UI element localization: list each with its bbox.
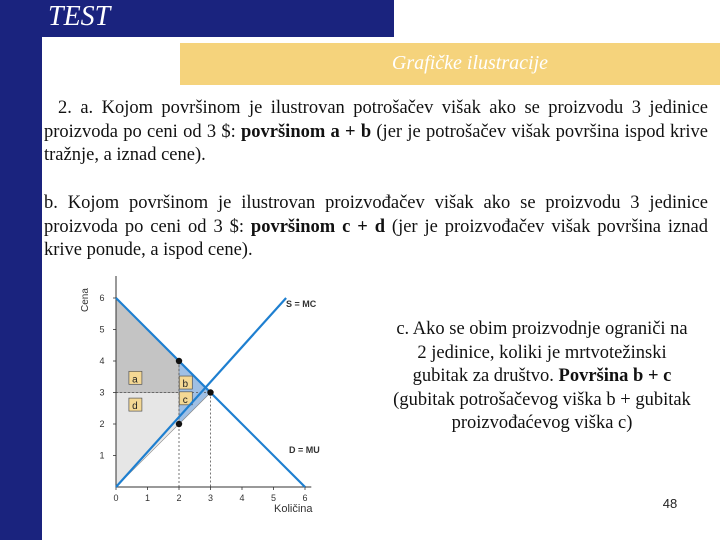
x-axis-label: Količina <box>274 503 313 515</box>
x-tick-label-1: 1 <box>144 493 151 503</box>
point-2 <box>176 421 182 427</box>
y-tick-label-6: 6 <box>99 293 105 303</box>
x-tick-label-4: 4 <box>239 493 245 503</box>
area-label-c: c <box>182 394 188 406</box>
left-bar <box>0 37 42 540</box>
question-a-answer: površinom a + b <box>240 121 372 142</box>
supply-label: S = MC <box>286 299 317 309</box>
y-axis-label: Cena <box>80 288 91 312</box>
slide-title: TEST <box>48 1 111 32</box>
area-label-d: d <box>132 401 138 413</box>
supply-demand-chart <box>76 276 326 516</box>
question-c-explanation: (gubitak potrošačevog viška b + gubitak proizvođaćevog viška c) <box>393 389 691 433</box>
x-tick-label-6: 6 <box>302 493 308 503</box>
question-c-answer: Površina b + c <box>558 366 672 386</box>
question-c <box>392 318 692 436</box>
slide-subtitle: Grafičke ilustracije <box>391 52 548 74</box>
demand-label: D = MU <box>289 445 320 455</box>
subtitle-band <box>180 43 720 85</box>
area-label-a: a <box>132 374 138 386</box>
x-tick-label-0: 0 <box>113 493 119 503</box>
x-tick-label-5: 5 <box>270 493 277 503</box>
question-a-text: 2. a. Kojom površinom je ilustrovan potrošačev višak ako se proizvodu 3 jedinice proizvoda po ceni od 3 $: <box>44 98 708 142</box>
y-tick-label-5: 5 <box>99 324 105 335</box>
area-label-b: b <box>182 379 189 391</box>
point-1 <box>176 358 182 364</box>
y-tick-label-4: 4 <box>99 356 105 366</box>
question-a <box>44 97 708 168</box>
question-b-answer: površinom c + d <box>250 216 385 237</box>
question-b <box>44 192 708 263</box>
y-tick-label-3: 3 <box>99 387 105 398</box>
y-tick-label-1: 1 <box>99 450 105 461</box>
question-b-explanation: (jer je proizvođačev višak površina iznad krive ponude, a ispod cene). <box>44 216 708 260</box>
point-3 <box>207 389 213 395</box>
x-tick-label-2: 2 <box>176 493 182 503</box>
slide-number: 48 <box>662 496 678 511</box>
question-b-text: b. Kojom površinom je ilustrovan proizvođačev višak ako se proizvodu 3 jedinice proizvoda po ceni od 3 $: <box>44 193 708 237</box>
y-tick-label-2: 2 <box>99 419 105 429</box>
question-a-explanation: (jer je potrošačev višak površina ispod krive tražnje, a iznad cene). <box>44 121 708 165</box>
x-tick-label-3: 3 <box>207 493 214 503</box>
question-c-text: c. Ako se obim proizvodnje ograniči na 2 jedinice, koliki je mrtvotežinski gubitak za društvo. <box>396 319 688 386</box>
